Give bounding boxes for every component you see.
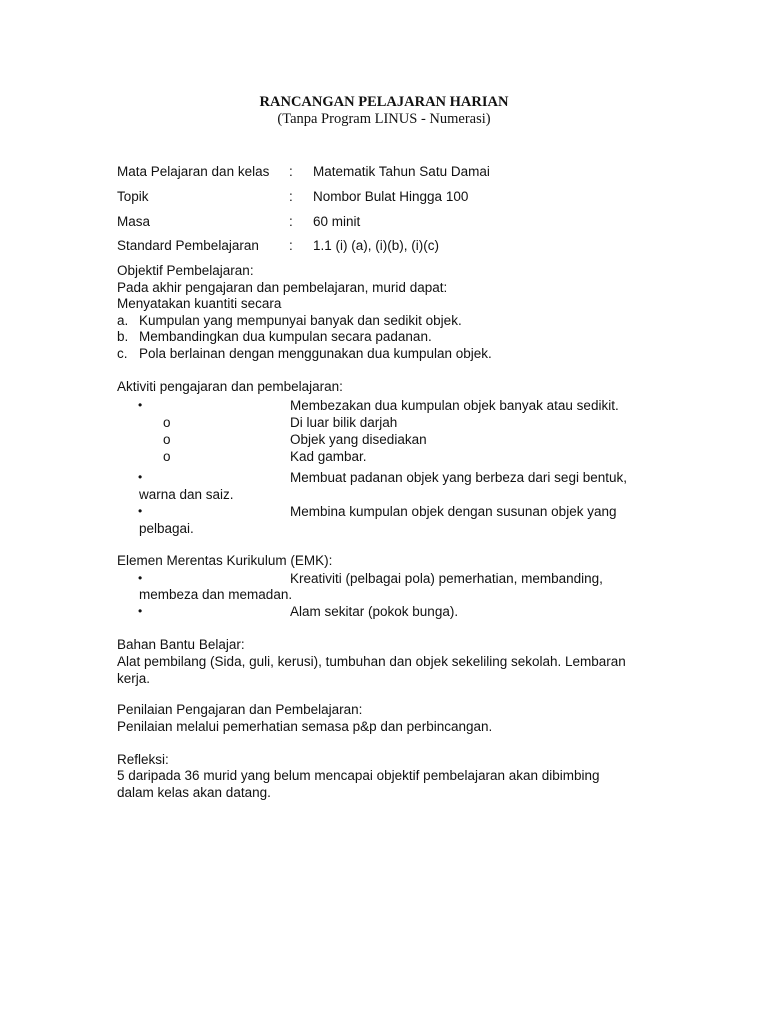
objektif-item: Pola berlainan dengan menggunakan dua kumpulan objek. (139, 346, 492, 361)
bullet-icon: • (138, 604, 143, 618)
list-marker: b. (117, 329, 129, 344)
circle-bullet-icon: o (163, 449, 171, 464)
aktiviti-item: Membuat padanan objek yang berbeza dari segi bentuk, (290, 470, 627, 485)
objektif-item: Kumpulan yang mempunyai banyak dan sedikit objek. (139, 313, 462, 328)
refleksi-text: 5 daripada 36 murid yang belum mencapai objektif pembelajaran akan dibimbing (117, 768, 600, 783)
aktiviti-item: Membina kumpulan objek dengan susunan objek yang (290, 504, 617, 519)
bullet-icon: • (138, 398, 143, 412)
section-heading-objektif: Objektif Pembelajaran: (117, 263, 254, 278)
circle-bullet-icon: o (163, 432, 171, 447)
aktiviti-subitem: Kad gambar. (290, 449, 367, 464)
objektif-item: Membandingkan dua kumpulan secara padanan. (139, 329, 432, 344)
meta-colon: : (289, 164, 293, 179)
section-heading-aktiviti: Aktiviti pengajaran dan pembelajaran: (117, 379, 343, 394)
aktiviti-item-continuation: warna dan saiz. (139, 487, 234, 502)
meta-value-standard: 1.1 (i) (a), (i)(b), (i)(c) (313, 238, 439, 253)
emk-item: Alam sekitar (pokok bunga). (290, 604, 459, 619)
list-marker: a. (117, 313, 129, 328)
bullet-icon: • (138, 571, 143, 585)
bullet-icon: • (138, 470, 143, 484)
objektif-intro: Pada akhir pengajaran dan pembelajaran, murid dapat: (117, 280, 448, 295)
meta-label-standard: Standard Pembelajaran (117, 238, 259, 253)
meta-colon: : (289, 238, 293, 253)
section-heading-penilaian: Penilaian Pengajaran dan Pembelajaran: (117, 702, 363, 717)
section-heading-bahan: Bahan Bantu Belajar: (117, 637, 245, 652)
meta-value-topic: Nombor Bulat Hingga 100 (313, 189, 469, 204)
meta-colon: : (289, 189, 293, 204)
meta-label-time: Masa (117, 214, 151, 229)
aktiviti-subitem: Objek yang disediakan (290, 432, 427, 447)
meta-label-topic: Topik (117, 189, 149, 204)
circle-bullet-icon: o (163, 415, 171, 430)
emk-item: Kreativiti (pelbagai pola) pemerhatian, membanding, (290, 571, 603, 586)
objektif-lead: Menyatakan kuantiti secara (117, 296, 282, 311)
penilaian-text: Penilaian melalui pemerhatian semasa p&p dan perbincangan. (117, 719, 493, 734)
meta-colon: : (289, 214, 293, 229)
bullet-icon: • (138, 504, 143, 518)
list-marker: c. (117, 346, 128, 361)
document-subtitle: (Tanpa Program LINUS - Numerasi) (277, 111, 491, 127)
section-heading-refleksi: Refleksi: (117, 752, 169, 767)
aktiviti-item: Membezakan dua kumpulan objek banyak atau sedikit. (290, 398, 619, 413)
refleksi-text-continuation: dalam kelas akan datang. (117, 785, 271, 800)
bahan-text-continuation: kerja. (117, 671, 151, 686)
emk-item-continuation: membeza dan memadan. (139, 587, 293, 602)
section-heading-emk: Elemen Merentas Kurikulum (EMK): (117, 553, 333, 568)
meta-value-time: 60 minit (313, 214, 361, 229)
meta-label-subject: Mata Pelajaran dan kelas (117, 164, 270, 179)
aktiviti-item-continuation: pelbagai. (139, 521, 194, 536)
document-title: RANCANGAN PELAJARAN HARIAN (259, 94, 509, 110)
aktiviti-subitem: Di luar bilik darjah (290, 415, 398, 430)
meta-value-subject: Matematik Tahun Satu Damai (313, 164, 490, 179)
bahan-text: Alat pembilang (Sida, guli, kerusi), tumbuhan dan objek sekeliling sekolah. Lembaran (117, 654, 626, 669)
